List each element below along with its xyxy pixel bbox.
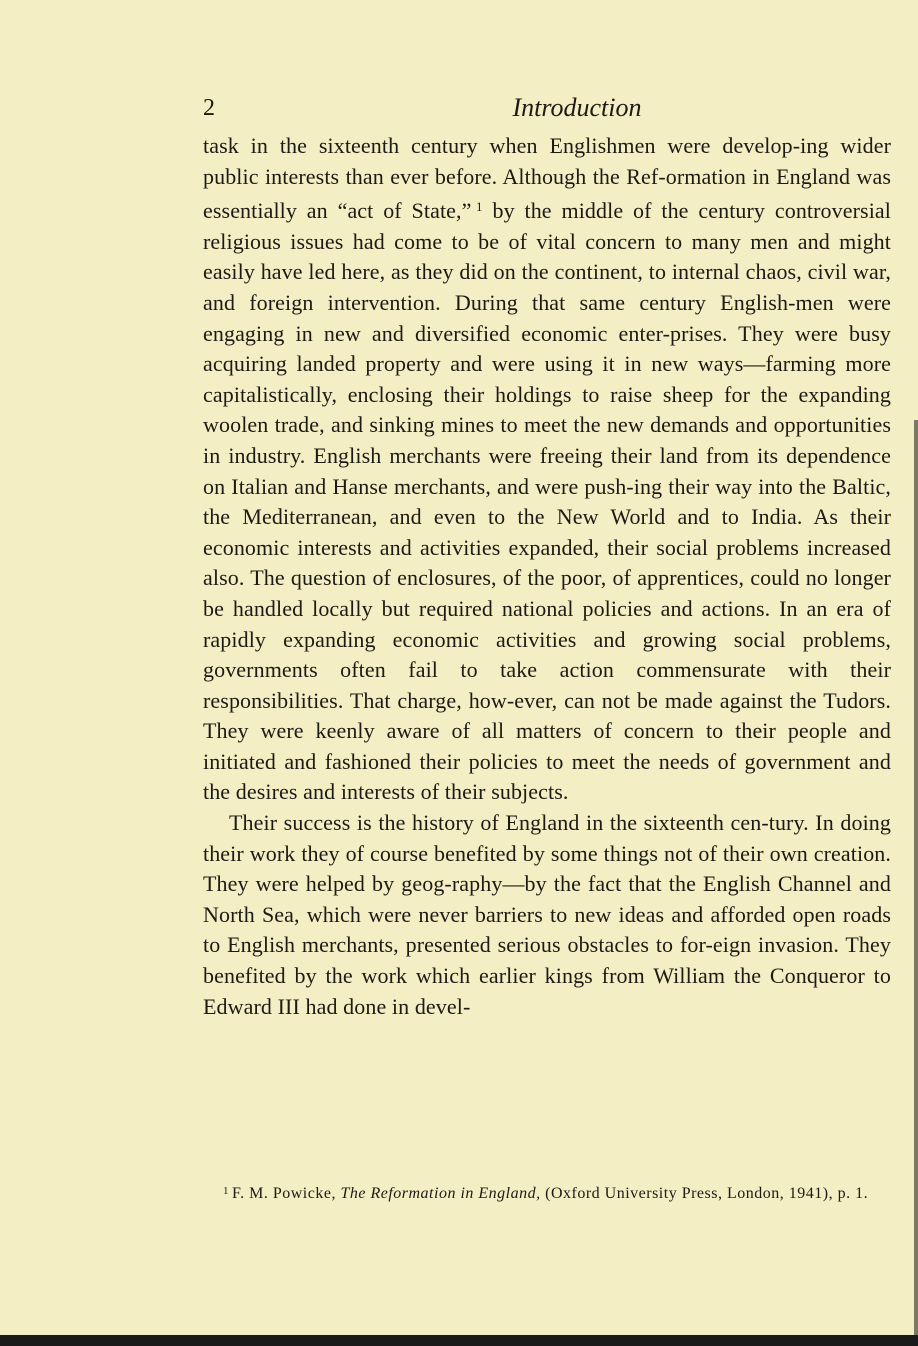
paragraph-2: Their success is the history of England in the sixteenth cen-tury. In doing their work they of course benefited by some things not of their own creation. They were helped by geog-raphy—by the fact that the English Channel and North Sea, which were never barriers to new ideas and afforded open roads to English merchants, presented serious obstacles to for-eign invasion. They benefited by the work which earlier kings from William the Conqueror to Edward III had done in devel- [203, 810, 891, 1019]
running-head: Introduction [512, 93, 642, 122]
paragraph-1 [203, 131, 891, 808]
footnote [203, 1180, 891, 1205]
body-text [203, 131, 891, 1022]
footnote-marker: 1 [223, 1185, 229, 1197]
scan-bottom-edge [0, 1335, 918, 1346]
paragraph-1-continued: by the middle of the century controversial religious issues had come to be of vital concern to many men and might easily have led here, as they did on the continent, to internal chaos, civil war, and foreign intervention. During that same century English-men were engaging in new and diversified economic enter-prises. They were busy acquiring landed property and were using it in new ways—farming more capitalistically, enclosing their holdings to raise sheep for the expanding woolen trade, and sinking mines to meet the new demands and opportunities in industry. English merchants were freeing their land from its dependence on Italian and Hanse merchants, and were push-ing their way into the Baltic, the Mediterranean, and even to the New World and to India. As their economic interests and activities expanded, their social problems increased also. The question of enclosures, of the poor, of apprentices, could no longer be handled locally but required national policies and actions. In an era of rapidly expanding economic activities and growing social problems, governments often fail to take action commensurate with their responsibilities. That charge, how-ever, can not be made against the Tudors. They were keenly aware of all matters of concern to their people and initiated and fashioned their policies to meet the needs of government and the desires and interests of their subjects. [203, 198, 891, 805]
footnote-author: F. M. Powicke, [232, 1185, 341, 1202]
page-edge-shadow [914, 420, 918, 1335]
footnote-title: The Reformation in England, [340, 1185, 541, 1202]
page-header [203, 92, 891, 124]
footnote-publication: (Oxford University Press, London, 1941), p. 1. [540, 1185, 869, 1202]
paragraph-1-text: task in the sixteenth century when Englishmen were develop-ing wider public interests than ever before. Although the Ref-ormation in England was essentially an “act of State,” [203, 133, 891, 224]
footnote-reference: 1 [476, 199, 483, 215]
page-number: 2 [203, 95, 215, 121]
